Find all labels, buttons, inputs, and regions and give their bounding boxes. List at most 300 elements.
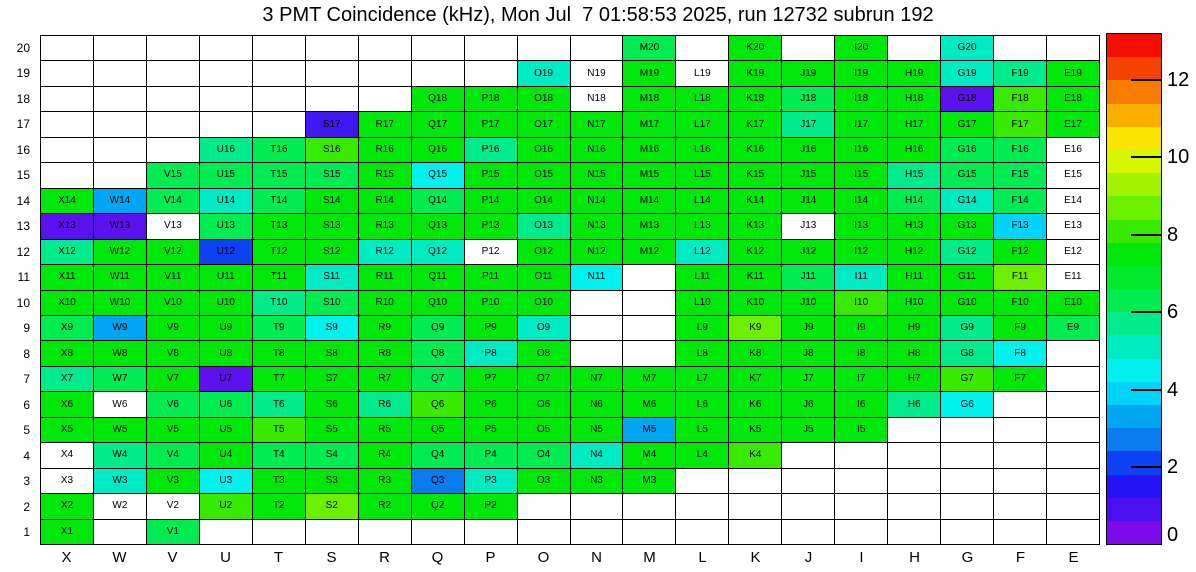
colorbar-segment: [1107, 359, 1161, 382]
heatmap-cell: O12: [518, 240, 571, 265]
heatmap-cell: [994, 36, 1047, 61]
heatmap-cell: [359, 61, 412, 86]
heatmap-cell: X6: [41, 392, 94, 417]
heatmap-cell: J10: [782, 291, 835, 316]
heatmap-cell: V5: [147, 418, 200, 443]
colorbar-tick-label: 12: [1167, 68, 1190, 91]
heatmap-cell: [200, 36, 253, 61]
heatmap-cell: H9: [888, 316, 941, 341]
colorbar-segment: [1107, 220, 1161, 243]
heatmap-cell: K6: [729, 392, 782, 417]
heatmap-cell: S8: [306, 341, 359, 366]
heatmap-cell: R4: [359, 443, 412, 468]
heatmap-cell: T8: [253, 341, 306, 366]
heatmap-cell: [412, 520, 465, 545]
heatmap-cell: [835, 494, 888, 519]
heatmap-cell: O11: [518, 265, 571, 290]
colorbar-segment: [1107, 266, 1161, 289]
heatmap-cell: I12: [835, 240, 888, 265]
heatmap-cell: W9: [94, 316, 147, 341]
heatmap-cell: O16: [518, 138, 571, 163]
heatmap-cell: [782, 36, 835, 61]
row-label: 18: [16, 91, 30, 106]
heatmap-cell: G10: [941, 291, 994, 316]
heatmap-cell: I5: [835, 418, 888, 443]
heatmap-cell: R15: [359, 163, 412, 188]
heatmap-cell: G19: [941, 61, 994, 86]
heatmap-cell: N12: [571, 240, 624, 265]
row-label: 20: [16, 40, 30, 55]
heatmap-cell: T14: [253, 189, 306, 214]
heatmap-cell: X11: [41, 265, 94, 290]
row-label: 4: [23, 448, 30, 463]
col-label: E: [1068, 549, 1079, 566]
heatmap-cell: [729, 520, 782, 545]
heatmap-cell: W8: [94, 341, 147, 366]
heatmap-cell: [941, 443, 994, 468]
heatmap-cell: U3: [200, 469, 253, 494]
col-label: U: [220, 549, 231, 566]
col-label: N: [591, 549, 602, 566]
row-label: 2: [23, 499, 30, 514]
colorbar-segment: [1107, 104, 1161, 127]
heatmap-cell: U2: [200, 494, 253, 519]
heatmap-cell: U4: [200, 443, 253, 468]
heatmap-cell: S16: [306, 138, 359, 163]
heatmap-cell: U5: [200, 418, 253, 443]
heatmap-cell: [359, 36, 412, 61]
heatmap-cell: X2: [41, 494, 94, 519]
heatmap-cell: F13: [994, 214, 1047, 239]
heatmap-cell: [888, 36, 941, 61]
col-label: P: [485, 549, 496, 566]
heatmap-cell: I13: [835, 214, 888, 239]
heatmap-cell: K20: [729, 36, 782, 61]
heatmap-cell: [571, 36, 624, 61]
heatmap-cell: H10: [888, 291, 941, 316]
heatmap-cell: V2: [147, 494, 200, 519]
colorbar-tick: [1131, 311, 1161, 313]
row-label: 3: [23, 474, 30, 489]
heatmap-cell: I6: [835, 392, 888, 417]
heatmap-cell: O18: [518, 87, 571, 112]
heatmap-cell: I8: [835, 341, 888, 366]
heatmap-cell: U16: [200, 138, 253, 163]
heatmap-cell: J11: [782, 265, 835, 290]
heatmap-cell: [94, 36, 147, 61]
heatmap-cell: L12: [676, 240, 729, 265]
heatmap-cell: K18: [729, 87, 782, 112]
heatmap-cell: K17: [729, 112, 782, 137]
heatmap-cell: V1: [147, 520, 200, 545]
heatmap-cell: [253, 87, 306, 112]
colorbar-segment: [1107, 382, 1161, 405]
heatmap-cell: L7: [676, 367, 729, 392]
heatmap-cell: V11: [147, 265, 200, 290]
colorbar-segment: [1107, 498, 1161, 521]
heatmap-cell: [994, 469, 1047, 494]
col-label: G: [961, 549, 974, 566]
heatmap-cell: H18: [888, 87, 941, 112]
heatmap-cell: O6: [518, 392, 571, 417]
heatmap-cell: G15: [941, 163, 994, 188]
heatmap-cell: L17: [676, 112, 729, 137]
heatmap-cell: S15: [306, 163, 359, 188]
heatmap-cell: P16: [465, 138, 518, 163]
heatmap-cell: K11: [729, 265, 782, 290]
heatmap-cell: O13: [518, 214, 571, 239]
heatmap-cell: R10: [359, 291, 412, 316]
colorbar-tick: [1131, 389, 1161, 391]
colorbar-tick-label: 8: [1167, 223, 1179, 246]
col-label: S: [326, 549, 337, 566]
heatmap-cell: P2: [465, 494, 518, 519]
heatmap-cell: I20: [835, 36, 888, 61]
heatmap-cell: R3: [359, 469, 412, 494]
heatmap-cell: I16: [835, 138, 888, 163]
heatmap-cell: O7: [518, 367, 571, 392]
heatmap-cell: E13: [1047, 214, 1100, 239]
heatmap-cell: [888, 520, 941, 545]
heatmap-cell: P18: [465, 87, 518, 112]
heatmap-cell: J17: [782, 112, 835, 137]
heatmap-cell: N14: [571, 189, 624, 214]
heatmap-cell: [147, 112, 200, 137]
heatmap-cell: [1047, 341, 1100, 366]
heatmap-cell: [676, 36, 729, 61]
colorbar-segment: [1107, 475, 1161, 498]
heatmap-cell: O9: [518, 316, 571, 341]
heatmap-cell: E11: [1047, 265, 1100, 290]
colorbar-tick-label: 10: [1167, 146, 1190, 169]
heatmap-cell: L9: [676, 316, 729, 341]
row-label: 6: [23, 397, 30, 412]
heatmap-cell: E17: [1047, 112, 1100, 137]
colorbar-segment: [1107, 196, 1161, 219]
row-label: 5: [23, 423, 30, 438]
heatmap-cell: M13: [623, 214, 676, 239]
heatmap-cell: V7: [147, 367, 200, 392]
heatmap-cell: [994, 494, 1047, 519]
heatmap-cell: Q15: [412, 163, 465, 188]
heatmap-cell: J9: [782, 316, 835, 341]
heatmap-cell: X9: [41, 316, 94, 341]
heatmap-cell: T4: [253, 443, 306, 468]
heatmap-cell: W11: [94, 265, 147, 290]
heatmap-cell: [571, 341, 624, 366]
row-label: 14: [16, 193, 30, 208]
heatmap-cell: J15: [782, 163, 835, 188]
colorbar-segment: [1107, 34, 1161, 57]
heatmap-cell: O3: [518, 469, 571, 494]
heatmap-cell: M17: [623, 112, 676, 137]
heatmap-cell: K13: [729, 214, 782, 239]
colorbar-tick-label: 4: [1167, 378, 1179, 401]
heatmap-cell: P12: [465, 240, 518, 265]
heatmap-cell: O14: [518, 189, 571, 214]
heatmap-cell: R16: [359, 138, 412, 163]
heatmap-cell: [465, 61, 518, 86]
heatmap-cell: [782, 443, 835, 468]
row-label: 15: [16, 168, 30, 183]
heatmap-cell: T6: [253, 392, 306, 417]
heatmap-cell: P8: [465, 341, 518, 366]
heatmap-cell: L11: [676, 265, 729, 290]
heatmap-cell: W10: [94, 291, 147, 316]
heatmap-cell: M20: [623, 36, 676, 61]
heatmap-cell: T15: [253, 163, 306, 188]
heatmap-cell: [941, 520, 994, 545]
heatmap-cell: [253, 61, 306, 86]
heatmap-cell: L10: [676, 291, 729, 316]
heatmap-cell: E10: [1047, 291, 1100, 316]
heatmap-cell: X5: [41, 418, 94, 443]
heatmap-cell: [94, 61, 147, 86]
col-label: R: [379, 549, 390, 566]
heatmap-cell: [518, 36, 571, 61]
heatmap-cell: I17: [835, 112, 888, 137]
heatmap-cell: E14: [1047, 189, 1100, 214]
heatmap-cell: [518, 520, 571, 545]
heatmap-cell: [888, 443, 941, 468]
heatmap-cell: H12: [888, 240, 941, 265]
heatmap-cell: H11: [888, 265, 941, 290]
heatmap-cell: K5: [729, 418, 782, 443]
heatmap-cell: H15: [888, 163, 941, 188]
heatmap-cell: Q8: [412, 341, 465, 366]
heatmap-cell: M6: [623, 392, 676, 417]
heatmap-cell: J18: [782, 87, 835, 112]
heatmap-cell: I18: [835, 87, 888, 112]
heatmap-cell: K12: [729, 240, 782, 265]
heatmap-cell: [94, 163, 147, 188]
colorbar-segment: [1107, 127, 1161, 150]
heatmap-cell: [1047, 36, 1100, 61]
chart-title: 3 PMT Coincidence (kHz), Mon Jul 7 01:58:53 2025, run 12732 subrun 192: [262, 4, 934, 26]
heatmap-cell: I10: [835, 291, 888, 316]
heatmap-cell: R5: [359, 418, 412, 443]
heatmap-cell: G7: [941, 367, 994, 392]
heatmap-cell: [835, 443, 888, 468]
colorbar-segment: [1107, 150, 1161, 173]
heatmap-cell: [571, 291, 624, 316]
heatmap-cell: J13: [782, 214, 835, 239]
heatmap-cell: L19: [676, 61, 729, 86]
heatmap-cell: M16: [623, 138, 676, 163]
heatmap-cell: [623, 316, 676, 341]
heatmap-cell: I15: [835, 163, 888, 188]
heatmap-cell: R17: [359, 112, 412, 137]
heatmap-cell: U10: [200, 291, 253, 316]
heatmap-cell: V15: [147, 163, 200, 188]
heatmap-cell: K4: [729, 443, 782, 468]
heatmap-cell: [200, 61, 253, 86]
heatmap-cell: V6: [147, 392, 200, 417]
heatmap-cell: R7: [359, 367, 412, 392]
heatmap-cell: K10: [729, 291, 782, 316]
heatmap-cell: E16: [1047, 138, 1100, 163]
heatmap-cell: J6: [782, 392, 835, 417]
heatmap-cell: M12: [623, 240, 676, 265]
heatmap-cell: P13: [465, 214, 518, 239]
heatmap-cell: [623, 494, 676, 519]
colorbar-tick: [1131, 79, 1161, 81]
heatmap-cell: [676, 520, 729, 545]
heatmap-cell: [623, 265, 676, 290]
heatmap-cell: Q17: [412, 112, 465, 137]
col-label: Q: [431, 549, 444, 566]
heatmap-cell: G17: [941, 112, 994, 137]
heatmap-cell: P11: [465, 265, 518, 290]
heatmap-cell: R14: [359, 189, 412, 214]
heatmap-cell: V3: [147, 469, 200, 494]
heatmap-cell: J7: [782, 367, 835, 392]
heatmap-cell: [888, 469, 941, 494]
heatmap-cell: L5: [676, 418, 729, 443]
heatmap-cell: F18: [994, 87, 1047, 112]
heatmap-cell: L14: [676, 189, 729, 214]
colorbar-segment: [1107, 451, 1161, 474]
heatmap-cell: [94, 87, 147, 112]
heatmap-cell: L6: [676, 392, 729, 417]
heatmap-cell: F12: [994, 240, 1047, 265]
col-label: L: [698, 549, 707, 566]
heatmap-cell: Q12: [412, 240, 465, 265]
heatmap-cell: F9: [994, 316, 1047, 341]
heatmap-cell: E19: [1047, 61, 1100, 86]
heatmap-cell: W13: [94, 214, 147, 239]
heatmap-cell: F7: [994, 367, 1047, 392]
heatmap-cell: [888, 494, 941, 519]
heatmap-cell: W2: [94, 494, 147, 519]
heatmap-cell: S3: [306, 469, 359, 494]
heatmap-cell: V12: [147, 240, 200, 265]
heatmap-cell: [200, 87, 253, 112]
colorbar-segment: [1107, 335, 1161, 358]
heatmap-cell: X10: [41, 291, 94, 316]
heatmap-cell: P6: [465, 392, 518, 417]
heatmap-cell: R12: [359, 240, 412, 265]
heatmap-cell: S12: [306, 240, 359, 265]
col-label: I: [859, 549, 864, 566]
heatmap-cell: N16: [571, 138, 624, 163]
heatmap-cell: [41, 112, 94, 137]
heatmap-cell: I9: [835, 316, 888, 341]
heatmap-cell: K14: [729, 189, 782, 214]
heatmap-cell: P15: [465, 163, 518, 188]
col-label: F: [1015, 549, 1026, 566]
heatmap-cell: [359, 520, 412, 545]
heatmap-cell: W12: [94, 240, 147, 265]
heatmap-cell: X14: [41, 189, 94, 214]
col-label: O: [537, 549, 550, 566]
colorbar-segment: [1107, 173, 1161, 196]
heatmap-cell: Q2: [412, 494, 465, 519]
heatmap-cell: [1047, 367, 1100, 392]
heatmap-cell: Q10: [412, 291, 465, 316]
colorbar-tick-label: 6: [1167, 301, 1179, 324]
heatmap-cell: G20: [941, 36, 994, 61]
heatmap-cell: [253, 520, 306, 545]
heatmap-cell: T7: [253, 367, 306, 392]
heatmap-cell: [94, 138, 147, 163]
heatmap-cell: J14: [782, 189, 835, 214]
heatmap-cell: H14: [888, 189, 941, 214]
heatmap-cell: L15: [676, 163, 729, 188]
heatmap-cell: E18: [1047, 87, 1100, 112]
heatmap-cell: G16: [941, 138, 994, 163]
heatmap-cell: [782, 469, 835, 494]
heatmap-cell: F10: [994, 291, 1047, 316]
heatmap-cell: M5: [623, 418, 676, 443]
heatmap-cell: R6: [359, 392, 412, 417]
heatmap-cell: N11: [571, 265, 624, 290]
heatmap-cell: N4: [571, 443, 624, 468]
heatmap-cell: K19: [729, 61, 782, 86]
heatmap-cell: H8: [888, 341, 941, 366]
heatmap-cell: K7: [729, 367, 782, 392]
heatmap-cell: P9: [465, 316, 518, 341]
heatmap-cell: G14: [941, 189, 994, 214]
heatmap-cell: W5: [94, 418, 147, 443]
row-label: 19: [16, 66, 30, 81]
heatmap-cell: T10: [253, 291, 306, 316]
heatmap-cell: R8: [359, 341, 412, 366]
heatmap-cell: H17: [888, 112, 941, 137]
heatmap-cell: W14: [94, 189, 147, 214]
heatmap-cell: R2: [359, 494, 412, 519]
heatmap-cell: Q6: [412, 392, 465, 417]
heatmap-cell: H13: [888, 214, 941, 239]
heatmap-cell: J8: [782, 341, 835, 366]
heatmap-cell: [994, 520, 1047, 545]
heatmap-grid: [40, 35, 1100, 545]
heatmap-cell: L18: [676, 87, 729, 112]
heatmap-cell: T13: [253, 214, 306, 239]
heatmap-cell: V4: [147, 443, 200, 468]
heatmap-cell: L13: [676, 214, 729, 239]
heatmap-cell: R9: [359, 316, 412, 341]
heatmap-cell: P5: [465, 418, 518, 443]
colorbar-segment: [1107, 312, 1161, 335]
heatmap-cell: T16: [253, 138, 306, 163]
col-label: V: [167, 549, 178, 566]
heatmap-cell: X8: [41, 341, 94, 366]
heatmap-cell: [941, 469, 994, 494]
heatmap-cell: [412, 61, 465, 86]
heatmap-cell: T3: [253, 469, 306, 494]
heatmap-cell: Q7: [412, 367, 465, 392]
heatmap-cell: M19: [623, 61, 676, 86]
col-label: J: [804, 549, 813, 566]
heatmap-cell: S2: [306, 494, 359, 519]
heatmap-cell: X1: [41, 520, 94, 545]
heatmap-cell: N3: [571, 469, 624, 494]
heatmap-cell: S4: [306, 443, 359, 468]
heatmap-cell: R11: [359, 265, 412, 290]
heatmap-cell: F14: [994, 189, 1047, 214]
heatmap-cell: [147, 87, 200, 112]
heatmap-cell: K9: [729, 316, 782, 341]
heatmap-cell: [1047, 520, 1100, 545]
heatmap-cell: X3: [41, 469, 94, 494]
heatmap-cell: [1047, 494, 1100, 519]
heatmap-cell: [94, 520, 147, 545]
heatmap-cell: [253, 36, 306, 61]
heatmap-cell: V13: [147, 214, 200, 239]
heatmap-cell: T12: [253, 240, 306, 265]
heatmap-cell: [729, 494, 782, 519]
